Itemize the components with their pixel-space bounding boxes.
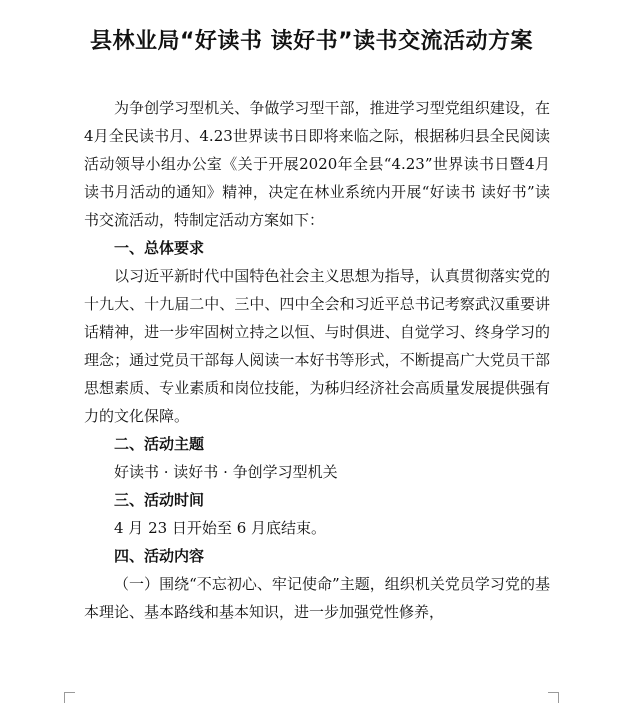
section-text-time: 4 月 23 日开始至 6 月底结束。 (114, 519, 327, 537)
document-title: 县林业局“好读书 读好书”读书交流活动方案 (89, 29, 534, 54)
section-heading-theme: 二、活动主题 (114, 435, 205, 453)
section-heading-content: 四、活动内容 (114, 547, 205, 565)
document-body (84, 94, 550, 626)
section-heading-requirements: 一、总体要求 (114, 239, 205, 257)
section-text-theme: 好读书 · 读好书 · 争创学习型机关 (114, 463, 338, 481)
intro-paragraph: 为争创学习型机关、争做学习型干部，推进学习型党组织建设，在4月全民读书月、4.23世界读书日即将来临之际，根据秭归县全民阅读活动领导小组办公室《关于开展2020年全县“4.23”世界读书日暨4月读书月活动的通知》精神，决定在林业系统内开展“好读书 读好书”读书交流活动，特制定活动方案如下： (84, 99, 550, 229)
section-text-content: （一）围绕“不忘初心、牢记使命”主题，组织机关党员学习党的基本理论、基本路线和基本知识，进一步加强党性修养， (84, 575, 550, 621)
section-text-requirements: 以习近平新时代中国特色社会主义思想为指导，认真贯彻落实党的十九大、十九届二中、三中、四中全会和习近平总书记考察武汉重要讲话精神，进一步牢固树立持之以恒、与时俱进、自觉学习、终身学习的理念；通过党员干部每人阅读一本好书等形式，不断提高广大党员干部思想素质、专业素质和岗位技能，为秭归经济社会高质量发展提供强有力的文化保障。 (84, 267, 550, 425)
page-corner-mark-right (548, 692, 559, 703)
page-corner-mark-left (64, 692, 75, 703)
section-heading-time: 三、活动时间 (114, 491, 205, 509)
